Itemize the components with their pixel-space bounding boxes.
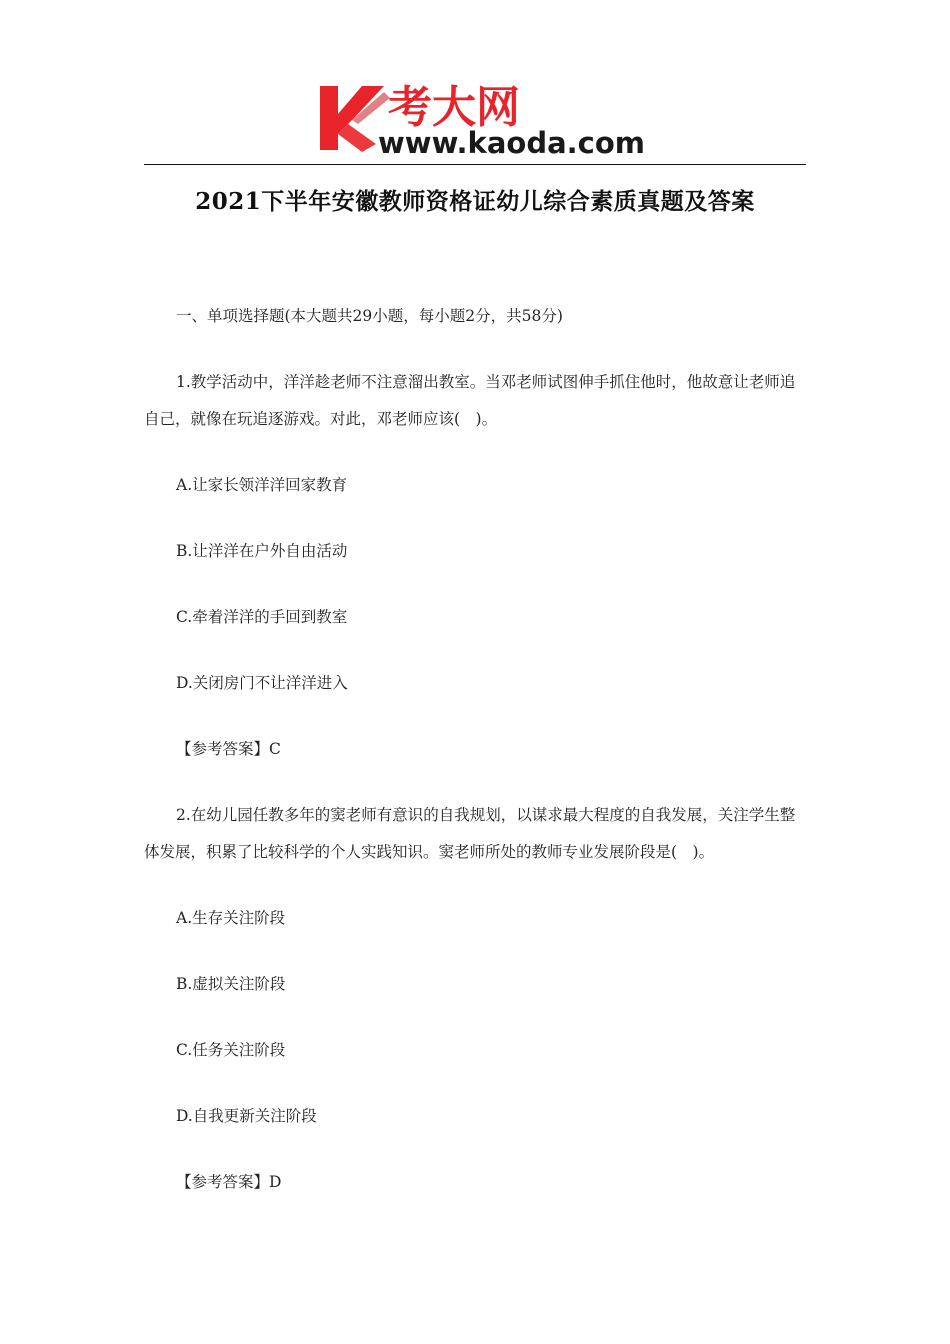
option-a: A.让家长领洋洋回家教育 [176,476,348,494]
reference-answer: 【参考答案】C [176,740,281,758]
document-body [144,298,806,1230]
option-d: D.关闭房门不让洋洋进入 [176,674,348,692]
question-2 [144,797,806,1201]
section-heading: 一、单项选择题(本大题共29小题，每小题2分，共58分) [176,307,563,325]
option-a: A.生存关注阶段 [176,909,286,927]
kaoda-logo [318,80,648,160]
option-b: B.虚拟关注阶段 [176,975,286,993]
option-b: B.让洋洋在户外自由活动 [176,542,348,560]
document-title: 2021下半年安徽教师资格证幼儿综合素质真题及答案 [195,188,755,215]
option-c: C.牵着洋洋的手回到教室 [176,608,348,626]
logo-brand-text: 考大网 [388,82,520,133]
option-c: C.任务关注阶段 [176,1041,286,1059]
question-stem: 2.在幼儿园任教多年的窦老师有意识的自我规划，以谋求最大程度的自我发展，关注学生整体发展，积累了比较科学的个人实践知识。窦老师所处的教师专业发展阶段是( )。 [144,806,796,861]
reference-answer: 【参考答案】D [176,1173,282,1191]
question-stem: 1.教学活动中，洋洋趁老师不注意溜出教室。当邓老师试图伸手抓住他时，他故意让老师追自己，就像在玩追逐游戏。对此，邓老师应该( )。 [144,373,796,428]
option-d: D.自我更新关注阶段 [176,1107,317,1125]
logo-url-text: www.kaoda.com [378,126,645,160]
question-1 [144,364,806,768]
header-divider [144,164,806,165]
kaoda-logo-graphic [318,80,648,160]
